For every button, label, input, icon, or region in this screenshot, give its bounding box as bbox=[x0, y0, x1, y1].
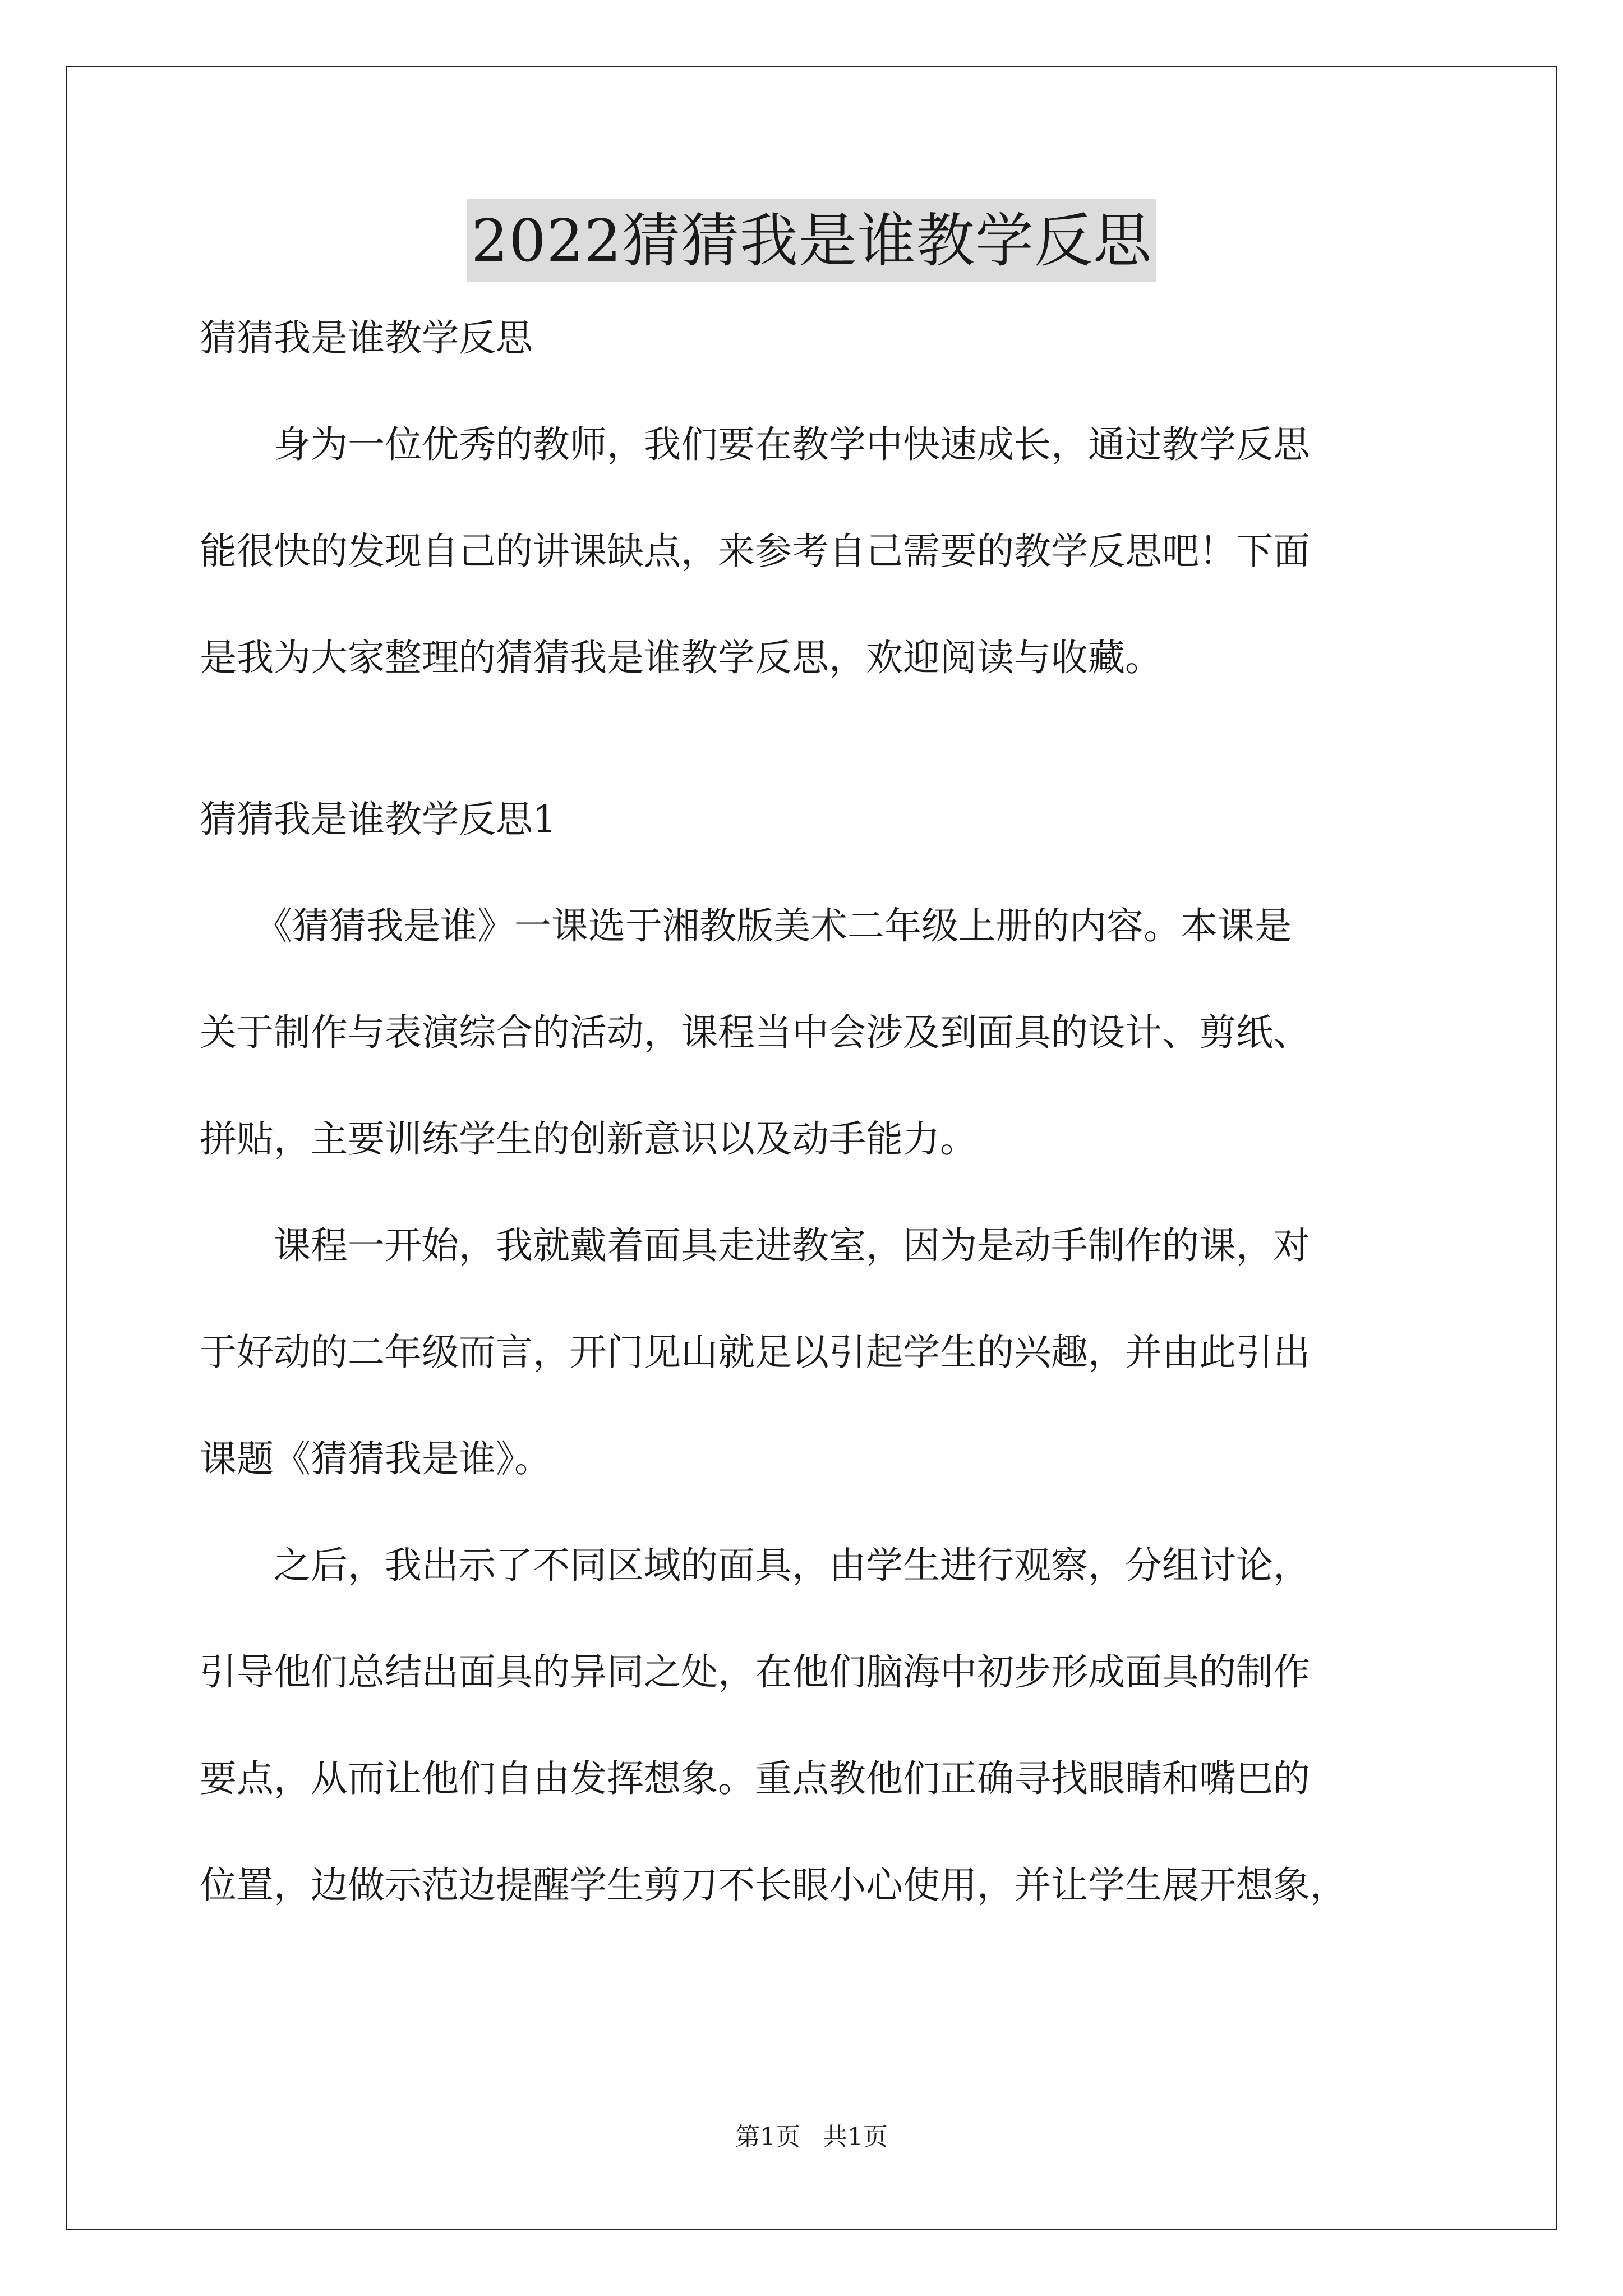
paragraph-line: 之后，我出示了不同区域的面具，由学生进行观察，分组讨论， bbox=[200, 1544, 1310, 1587]
paragraph-line: 拼贴，主要训练学生的创新意识以及动手能力。 bbox=[200, 1117, 977, 1161]
paragraph-line: 于好动的二年级而言，开门见山就足以引起学生的兴趣，并由此引出 bbox=[200, 1331, 1310, 1374]
paragraph-line: 关于制作与表演综合的活动，课程当中会涉及到面具的设计、剪纸、 bbox=[200, 1011, 1310, 1054]
section-heading: 猜猜我是谁教学反思 bbox=[200, 316, 533, 360]
document-title: 2022猜猜我是谁教学反思 bbox=[467, 199, 1156, 282]
paragraph-line: 《猜猜我是谁》一课选于湘教版美术二年级上册的内容。本课是 bbox=[200, 904, 1292, 947]
paragraph-line: 要点，从而让他们自由发挥想象。重点教他们正确寻找眼睛和嘴巴的 bbox=[200, 1757, 1310, 1800]
title-container bbox=[0, 199, 1623, 282]
paragraph-line: 能很快的发现自己的讲课缺点，来参考自己需要的教学反思吧！下面 bbox=[200, 530, 1310, 573]
page-total: 共1页 bbox=[823, 2123, 888, 2151]
paragraph-line: 身为一位优秀的教师，我们要在教学中快速成长，通过教学反思 bbox=[200, 423, 1310, 466]
paragraph-line: 引导他们总结出面具的异同之处，在他们脑海中初步形成面具的制作 bbox=[200, 1650, 1310, 1694]
paragraph-line: 位置，边做示范边提醒学生剪刀不长眼小心使用，并让学生展开想象， bbox=[200, 1864, 1347, 1907]
page-footer bbox=[0, 2120, 1623, 2154]
paragraph-line: 课程一开始，我就戴着面具走进教室，因为是动手制作的课，对 bbox=[200, 1224, 1310, 1267]
paragraph-line: 是我为大家整理的猜猜我是谁教学反思，欢迎阅读与收藏。 bbox=[200, 636, 1162, 679]
page-number: 第1页 bbox=[735, 2123, 800, 2151]
paragraph-line: 课题《猜猜我是谁》。 bbox=[200, 1437, 551, 1480]
document-body bbox=[200, 311, 1433, 1912]
section-heading: 猜猜我是谁教学反思1 bbox=[200, 798, 556, 841]
